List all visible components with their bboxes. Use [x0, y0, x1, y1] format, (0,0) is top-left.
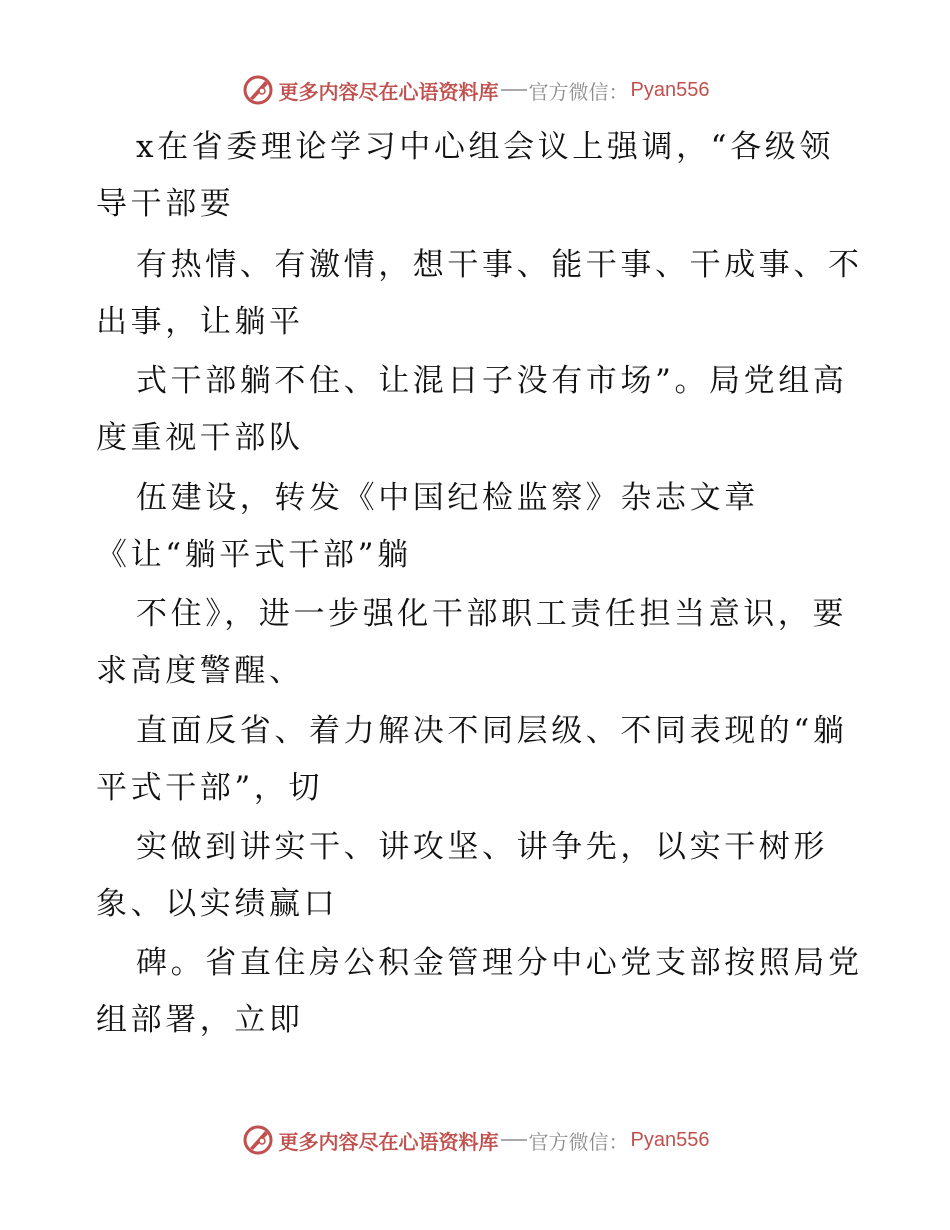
quill-circle-icon: [241, 1123, 275, 1157]
text-line-4: 出事，让躺平: [96, 304, 304, 340]
quill-circle-icon: [241, 73, 275, 107]
text-line-14: 象、以实绩赢口: [96, 886, 339, 922]
header-official-label: 官方微信：: [528, 79, 629, 104]
footer-banner: [0, 1120, 950, 1160]
text-line-1: x在省委理论学习中心组会议上强调，“各级领: [136, 129, 834, 165]
text-line-10: 求高度警醒、: [96, 653, 304, 689]
header-divider: [501, 89, 527, 91]
text-line-6: 度重视干部队: [96, 420, 304, 456]
text-line-8: 《让“躺平式干部”躺: [96, 537, 412, 573]
text-line-11: 直面反省、着力解决不同层级、不同表现的“躺: [136, 713, 848, 749]
header-wechat-id: Pyan556: [630, 78, 710, 101]
text-line-9: 不住》，进一步强化干部职工责任担当意识，要: [136, 596, 848, 632]
footer-official-label: 官方微信：: [528, 1129, 629, 1154]
text-line-13: 实做到讲实干、讲攻坚、讲争先，以实干树形: [136, 829, 828, 865]
text-line-15: 碑。省直住房公积金管理分中心党支部按照局党: [136, 945, 863, 981]
footer-brand-text: 更多内容尽在心语资料库: [278, 1129, 499, 1154]
footer-wechat-id: Pyan556: [630, 1128, 710, 1151]
footer-divider: [501, 1139, 527, 1141]
header-brand-text: 更多内容尽在心语资料库: [278, 79, 499, 104]
text-line-12: 平式干部”，切: [96, 770, 324, 806]
text-line-2: 导干部要: [96, 186, 235, 222]
text-line-5: 式干部躺不住、让混日子没有市场”。局党组高: [136, 363, 848, 399]
header-banner: [0, 70, 950, 110]
text-line-16: 组部署，立即: [96, 1002, 304, 1038]
text-line-3: 有热情、有激情，想干事、能干事、干成事、不: [136, 247, 863, 283]
text-line-7: 伍建设，转发《中国纪检监察》杂志文章: [136, 480, 759, 516]
